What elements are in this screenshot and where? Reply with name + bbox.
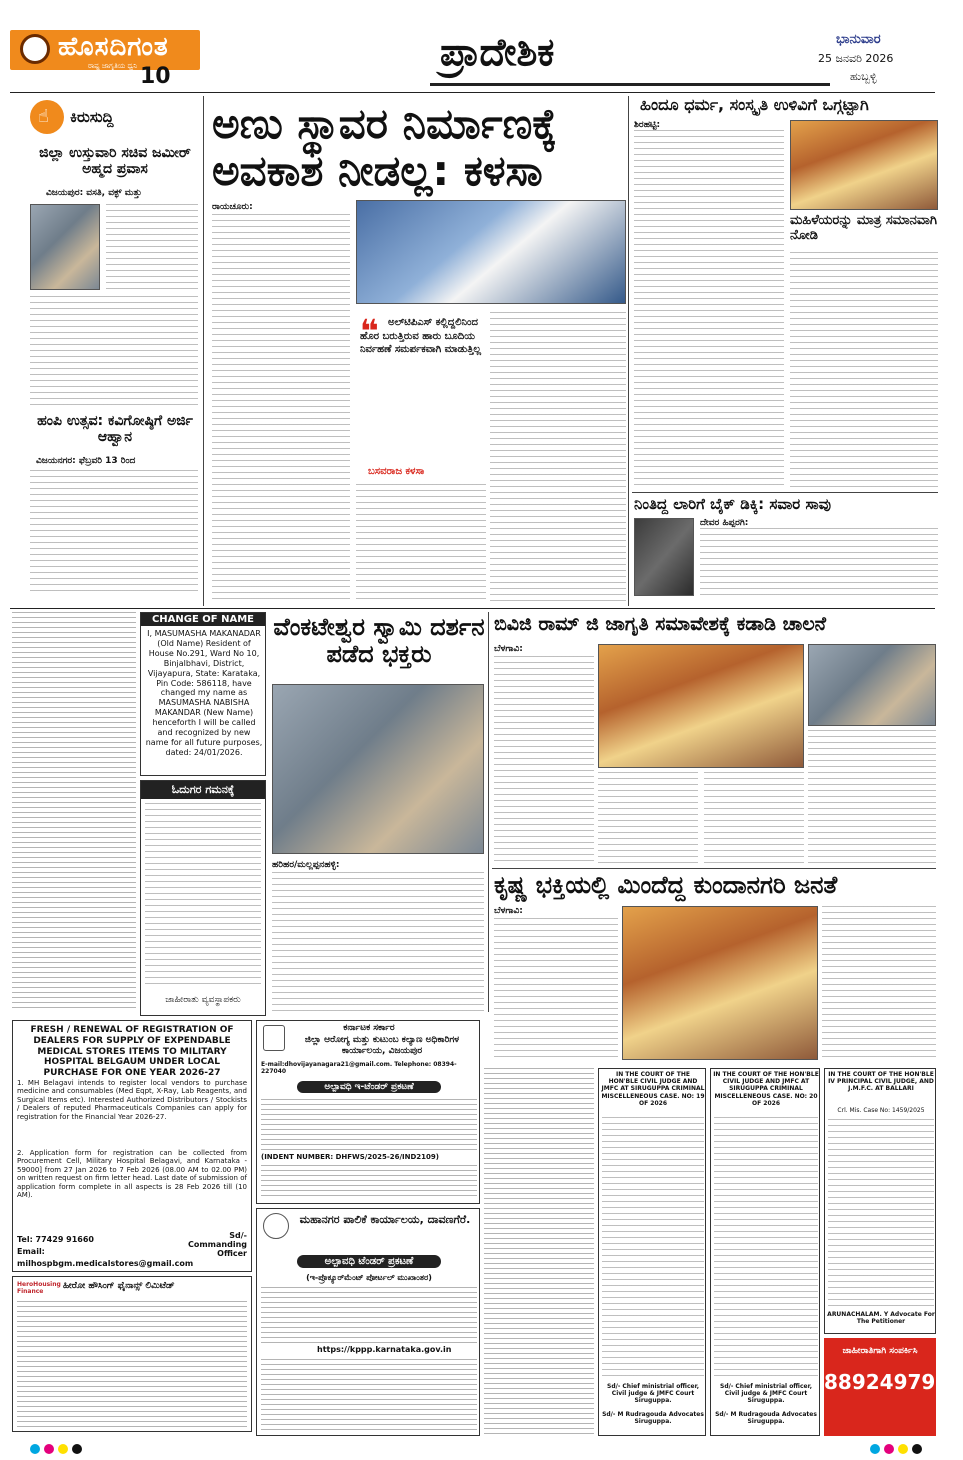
ad-contact-phone: 8892497927 bbox=[824, 1370, 963, 1394]
ad-contact-label: ಜಾಹೀರಾತಿಗಾಗಿ ಸಂಪರ್ಕಿಸಿ bbox=[842, 1346, 918, 1356]
lead-col-2-bottom bbox=[356, 484, 486, 604]
hindu-col-1 bbox=[634, 130, 784, 486]
story-hampi-body bbox=[30, 470, 198, 596]
story-zameer-dateline: ವಿಜಯಪುರ: ವಸತಿ, ವಕ್ಫ್ ಮತ್ತು bbox=[46, 188, 142, 198]
venkatesh-dateline: ಹರಿಹರ/ಮಲ್ಲಪ್ಪನಹಳ್ಳಿ: bbox=[272, 860, 340, 870]
print-mark-magenta bbox=[44, 1444, 54, 1454]
lead-headline: ಅಣು ಸ್ಥಾವರ ನಿರ್ಮಾಣಕ್ಕೆ ಅವಕಾಶ ನೀಡಲ್ಲ: ಕಳಸಾ bbox=[212, 99, 557, 196]
venkatesh-headline: ವೆಂಕಟೇಶ್ವರ ಸ್ವಾಮಿ ದರ್ಶನ ಪಡೆದ ಭಕ್ತರು bbox=[273, 613, 485, 668]
ad-contact-box bbox=[824, 1338, 963, 1436]
krishna-dateline: ಬೆಳಗಾವಿ: bbox=[494, 906, 523, 916]
issue-day: ಭಾನುವಾರ bbox=[836, 32, 881, 47]
corporation-website: https://kppp.karnataka.gov.in bbox=[317, 1345, 452, 1354]
corporation-tender-title: ಅಲ್ಪಾವಧಿ ಟೆಂಡರ್ ಪ್ರಕಟಣೆ bbox=[297, 1255, 441, 1268]
zameer-photo bbox=[30, 204, 100, 290]
story-zameer-body-side bbox=[106, 204, 198, 294]
bvj-col-1 bbox=[494, 656, 594, 862]
medical-ad bbox=[12, 1020, 252, 1272]
masthead-rule bbox=[430, 83, 830, 86]
print-mark-yellow bbox=[58, 1444, 68, 1454]
bvj-col-3 bbox=[704, 772, 804, 864]
medical-ad-point1: 1. MH Belagavi intends to register local vendors to purchase medicine and consumables (Med Eqpt, X-Ray, Lab Reagents, and Surgical Items etc). Interested Authorized Distributors / Stockists / Dealers of reputed Pharmaceuticals Companies can apply for registration for the Financial Year 2026-27. bbox=[17, 1079, 247, 1121]
medical-ad-tel: Tel: 77429 91660 bbox=[17, 1235, 94, 1244]
kirusuddi-column bbox=[10, 96, 200, 606]
column-divider-3 bbox=[488, 612, 489, 1012]
readers-note-body bbox=[145, 803, 261, 989]
readers-note-box bbox=[140, 780, 266, 1016]
issue-date: 25 ಜನವರಿ 2026 bbox=[818, 52, 894, 65]
column-divider-2 bbox=[628, 96, 629, 606]
court-19-title: IN THE COURT OF THE HON'BLE CIVIL JUDGE AND JMFC AT SIRUGUPPA CRIMINAL MISCELLENEOUS CASE. NO: 19 OF 2026 bbox=[601, 1071, 705, 1107]
story-hampi-title: ಹಂಪಿ ಉತ್ಸವ: ಕವಿಗೋಷ್ಠಿಗೆ ಅರ್ಜಿ ಆಹ್ವಾನ bbox=[37, 413, 193, 445]
medical-ad-email-label: Email: bbox=[17, 1247, 45, 1256]
logo-tagline: ರಾಷ್ಟ್ರ ಜಾಗೃತಿಯ ಧ್ವನಿ bbox=[88, 62, 138, 70]
court-ballari-case: Crl. Mis. Case No: 1459/2025 bbox=[837, 1107, 925, 1114]
bvj-event-photo bbox=[598, 644, 804, 768]
venkatesh-temple-photo bbox=[272, 684, 484, 854]
hindu-bottom-rule bbox=[632, 492, 938, 493]
court-20-advocate: Sd/- M Rudragouda Advocates Siruguppa. bbox=[715, 1411, 817, 1426]
health-tender-body bbox=[261, 1099, 477, 1151]
health-tender-footer bbox=[261, 1165, 477, 1199]
corporation-emblem-icon bbox=[263, 1213, 289, 1239]
readers-note-footer: ಜಾಹೀರಾತು ವ್ಯವಸ್ಥಾಪಕರು bbox=[165, 995, 241, 1005]
corporation-tender-ad bbox=[256, 1208, 480, 1436]
medical-ad-signature: Sd/- Commanding Officer bbox=[187, 1231, 247, 1258]
medical-ad-email: milhospbgm.medicalstores@gmail.com bbox=[17, 1259, 194, 1268]
hand-point-icon: ☝ bbox=[38, 106, 49, 127]
court-notice-kannada bbox=[484, 1068, 594, 1436]
print-mark-cyan bbox=[30, 1444, 40, 1454]
court-ballari-advocate: ARUNACHALAM. Y Advocate For The Petitioner bbox=[827, 1311, 935, 1326]
court-19-advocate: Sd/- M Rudragouda Advocates Siruguppa. bbox=[602, 1411, 704, 1426]
hindu-event-photo bbox=[790, 120, 938, 210]
masthead bbox=[0, 0, 945, 90]
health-govt: ಕರ್ನಾಟಕ ಸರ್ಕಾರ bbox=[343, 1023, 395, 1033]
bvj-headline: ಬಿವಿಜಿ ರಾಮ್ ಜಿ ಜಾಗೃತಿ ಸಮಾವೇಶಕ್ಕೆ ಕಡಾಡಿ ಚಾಲನೆ bbox=[494, 613, 826, 635]
corporation-tender-footer bbox=[261, 1359, 477, 1431]
hindu-dateline: ಶಿರಹಟ್ಟಿ: bbox=[634, 120, 661, 130]
housing-company: ಹೀರೋ ಹೌಸಿಂಗ್ ಫೈನಾನ್ಸ್ ಲಿಮಿಟೆಡ್ bbox=[63, 1281, 175, 1291]
page-number: 10 bbox=[140, 64, 171, 89]
court-ballari-body bbox=[828, 1119, 934, 1307]
bvj-col-4 bbox=[808, 730, 936, 866]
lead-dateline: ರಾಯಚೂರು: bbox=[212, 202, 253, 212]
print-mark-magenta-right bbox=[884, 1444, 894, 1454]
print-mark-black-right bbox=[912, 1444, 922, 1454]
story-zameer-body bbox=[30, 296, 198, 406]
corporation-office: ಮಹಾನಗರ ಪಾಲಿಕೆ ಕಾರ್ಯಾಲಯ, ದಾವಣಗೆರೆ. bbox=[299, 1213, 471, 1226]
health-tender-title: ಅಲ್ಪಾವಧಿ ಇ-ಟೆಂಡರ್ ಪ್ರಕಟಣೆ bbox=[297, 1081, 441, 1093]
medical-ad-point2: 2. Application form for registration can be collected from Procurement Cell, Military Hospital Belagavi, and Karnataka - 59000] from 27 Jan 2026 to 7 Feb 2026 (08.00 AM to 02.00 PM) on written request on firm letter head. Last date of submission of application form complete in all aspects is 28 Feb 2026 till (10 AM). bbox=[17, 1149, 247, 1199]
court-19-footer: Sd/- Chief ministrial officer, Civil judge & JMFC Court Siruguppa. bbox=[607, 1383, 699, 1405]
court-notice-20 bbox=[710, 1068, 820, 1436]
medical-ad-title: FRESH / RENEWAL OF REGISTRATION OF DEALERS FOR SUPPLY OF EXPENDABLE MEDICAL STORES ITEMS TO MILITARY HOSPITAL BELGAUM UNDER LOCAL PURCHASE FOR ONE YEAR 2026-27 bbox=[30, 1025, 234, 1079]
edition-name: ಹುಬ್ಬಳ್ಳಿ bbox=[850, 70, 877, 83]
venkatesh-body bbox=[272, 872, 484, 1012]
lead-col-1 bbox=[212, 214, 350, 604]
print-mark-cyan-right bbox=[870, 1444, 880, 1454]
logo-text: ಹೊಸದಿಗಂತ bbox=[58, 32, 169, 62]
housing-ad bbox=[12, 1276, 252, 1432]
masthead-bottom-rule bbox=[10, 92, 935, 93]
health-tender-ad bbox=[256, 1020, 480, 1204]
housing-logo: HeroHousing Finance bbox=[17, 1281, 61, 1295]
corporation-tender-body bbox=[261, 1287, 477, 1343]
health-email: E-mail:dhovijayanagara21@gmail.com. Telephone: 08394-227040 bbox=[261, 1061, 457, 1075]
lead-col-3 bbox=[490, 312, 626, 604]
health-indent: (INDENT NUMBER: DHFWS/2025-26/IND2109) bbox=[261, 1153, 439, 1161]
section-title: ಪ್ರಾದೇಶಿಕ bbox=[440, 30, 555, 74]
krishna-col-3 bbox=[822, 906, 936, 1060]
krishna-col-1 bbox=[494, 918, 618, 1060]
court-notice-ballari bbox=[824, 1068, 936, 1334]
print-mark-black bbox=[72, 1444, 82, 1454]
court-20-title: IN THE COURT OF THE HON'BLE CIVIL JUDGE AND JMFC AT SIRUGUPPA CRIMINAL MISCELLENEOUS CASE. NO: 20 OF 2026 bbox=[713, 1071, 819, 1107]
print-mark-yellow-right bbox=[898, 1444, 908, 1454]
quote-mark-icon: ❝ bbox=[360, 312, 379, 350]
corporation-subtitle: (ಇ-ಪ್ರೊಕ್ಯೂರ್‌ಮೆಂಟ್ ಪೋರ್ಟಲ್ ಮುಖಾಂತರ) bbox=[306, 1273, 432, 1282]
court-19-body bbox=[602, 1117, 704, 1379]
story-zameer-title: ಜಿಲ್ಲಾ ಉಸ್ತುವಾರಿ ಸಚಿವ ಜಮೀರ್ ಅಹ್ಮದ ಪ್ರವಾಸ bbox=[39, 145, 191, 177]
bvj-col-2 bbox=[598, 772, 698, 864]
upper-fold-rule bbox=[10, 608, 935, 609]
bvj-dateline: ಬೆಳಗಾವಿ: bbox=[494, 644, 523, 654]
health-office: ಜಿಲ್ಲಾ ಆರೋಗ್ಯ ಮತ್ತು ಕುಟುಂಬ ಕಲ್ಯಾಣ ಅಧಿಕಾರಿಗಳ ಕಾರ್ಯಾಲಯ, ವಿಜಯಪುರ bbox=[304, 1035, 460, 1057]
logo-badge-icon bbox=[20, 34, 50, 64]
accident-dateline: ದೇವರ ಹಿಪ್ಪರಗಿ: bbox=[700, 518, 749, 528]
accident-headline: ನಿಂತಿದ್ದ ಲಾರಿಗೆ ಬೈಕ್ ಡಿಕ್ಕಿ: ಸವಾರ ಸಾವು bbox=[634, 495, 831, 513]
krishna-headline: ಕೃಷ್ಣ ಭಕ್ತಿಯಲ್ಲಿ ಮಿಂದೆದ್ದ ಕುಂದಾನಗರಿ ಜನತೆ bbox=[494, 871, 838, 899]
readers-note-title: ಓದುಗರ ಗಮನಕ್ಕೆ bbox=[141, 781, 265, 799]
women-subhead: ಮಹಿಳೆಯರನ್ನು ಮಾತ್ರ ಸಮಾನವಾಗಿ ನೋಡಿ bbox=[790, 213, 937, 243]
change-of-name-body: I, MASUMASHA MAKANADAR (Old Name) Resident of House No.291, Ward No 10, Binjalbhavi, District, Vijayapura, State: Karataka, Pin Code: 586118, have changed my name as MASUMASHA NABISHA MAKANDAR (New Name) henceforth I will be called and recognized by new name for all future purposes, dated: 24/01/2026. bbox=[145, 629, 263, 757]
lead-quote-author: ಬಸವರಾಜ ಕಳಸಾ bbox=[368, 466, 425, 477]
court-notice-left-top bbox=[12, 612, 136, 1012]
bvj-stage-photo bbox=[808, 644, 936, 726]
court-20-body bbox=[714, 1117, 818, 1379]
change-of-name-title: CHANGE OF NAME bbox=[141, 613, 265, 626]
lead-press-photo bbox=[356, 200, 626, 304]
hindu-headline: ಹಿಂದೂ ಧರ್ಮ, ಸಂಸ್ಕೃತಿ ಉಳಿವಿಗೆ ಒಗ್ಗಟ್ಟಾಗಿ bbox=[640, 95, 869, 114]
court-20-footer: Sd/- Chief ministrial officer, Civil judge & JMFC Court Siruguppa. bbox=[720, 1383, 812, 1405]
krishna-chariot-photo bbox=[622, 906, 818, 1060]
bvj-bottom-rule bbox=[492, 868, 936, 869]
story-hampi-dateline: ವಿಜಯನಗರ: ಫೆಬ್ರವರಿ 13 ರಿಂದ bbox=[36, 456, 136, 466]
accident-victim-photo bbox=[634, 518, 694, 596]
lead-quote: ಅಲ್‌ಟಿಪಿಎಸ್ ಕಲ್ಲಿದ್ದಲಿನಿಂದ ಹೊರ ಬರುತ್ತಿರುವ ಹಾರು ಬೂದಿಯ ನಿರ್ವಹಣೆ ಸಮರ್ಪಕವಾಗಿ ಮಾಡುತ್ತಿಲ್ಲ bbox=[360, 317, 482, 355]
accident-body bbox=[700, 528, 938, 600]
column-divider-1 bbox=[203, 96, 204, 606]
court-ballari-title: IN THE COURT OF THE HON'BLE IV PRINCIPAL CIVIL JUDGE, AND J.M.F.C. AT BALLARI bbox=[828, 1071, 934, 1093]
kirusuddi-label: ಕಿರುಸುದ್ದಿ bbox=[70, 108, 114, 126]
court-notice-19 bbox=[598, 1068, 706, 1436]
housing-ad-table bbox=[17, 1301, 247, 1427]
hindu-col-2 bbox=[790, 252, 938, 488]
change-of-name-box bbox=[140, 612, 266, 776]
